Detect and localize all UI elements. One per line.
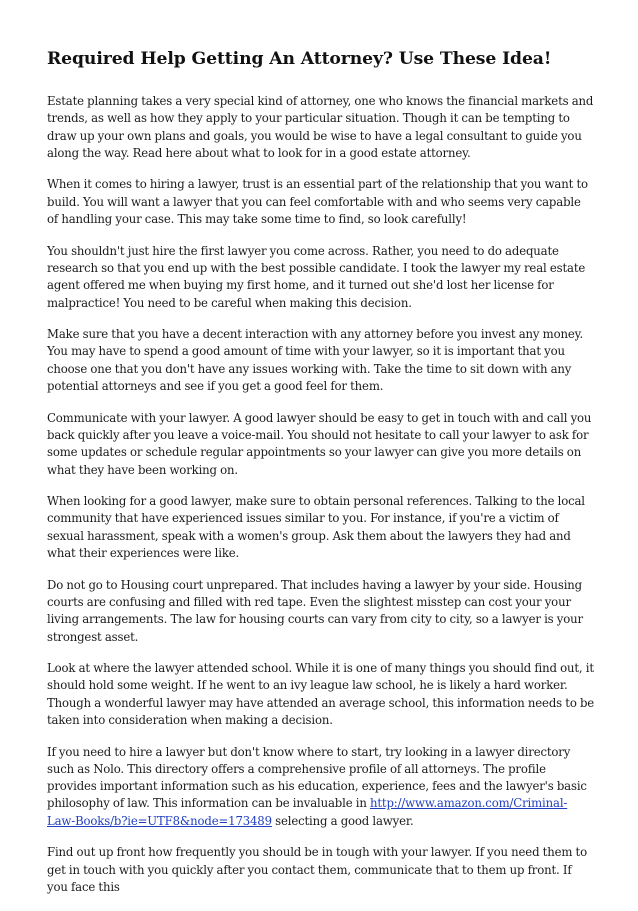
paragraph-interaction: Make sure that you have a decent interaction with any attorney before you invest any money. You may have to spend a good amount of time with your lawyer, so it is important that you choose one that you don't have any issues working with. Take the time to sit down with any potential attorneys and see if you get a good feel for them. xyxy=(47,327,584,394)
document-page xyxy=(47,48,595,911)
directory-text-after-link: selecting a good lawyer. xyxy=(271,813,414,828)
directory-text-before-link: If you need to hire a lawyer but don't know where to start, try looking in a lawyer directory such as Nolo. This directory offers a comprehensive profile of all attorneys. The profile provides important information such as his education, experience, fees and the lawyer's basic philosophy of law. This information can be invaluable in xyxy=(47,744,587,811)
paragraph-estate-planning: Estate planning takes a very special kind of attorney, one who knows the financial markets and trends, as well as how they apply to your particular situation. Though it can be tempting to draw up your own plans and goals, you would be wise to have a legal consultant to guide you along the way. Read here about what to look for in a good estate attorney. xyxy=(47,94,594,160)
document-title: Required Help Getting An Attorney? Use These Idea! xyxy=(47,49,552,69)
paragraph-trust: When it comes to hiring a lawyer, trust is an essential part of the relationship that you want to build. You will want a lawyer that you can feel comfortable with and who seems very capable of handling your case. This may take some time to find, so look carefully! xyxy=(47,177,588,227)
amazon-link[interactable]: http://www.amazon.com/Criminal-Law-Books/b?ie=UTF8&node=173489 xyxy=(47,796,568,828)
paragraph-research: You shouldn't just hire the first lawyer you come across. Rather, you need to do adequate research so that you end up with the best possible candidate. I took the lawyer my real estate agent offered me when buying my first home, and it turned out she'd lost her license for malpractice! You need to be careful when making this decision. xyxy=(47,243,586,310)
paragraph-school: Look at where the lawyer attended school. While it is one of many things you should find out, it should hold some weight. If he went to an ivy league law school, he is likely a hard worker. Though a wonderful lawyer may have attended an average school, this information needs to be taken into consideration when making a decision. xyxy=(47,661,595,727)
paragraph-contact-frequency: Find out up front how frequently you should be in tough with your lawyer. If you need them to get in touch with you quickly after you contact them, communicate that to them up front. If you face this xyxy=(47,845,587,894)
paragraph-communicate: Communicate with your lawyer. A good lawyer should be easy to get in touch with and call you back quickly after you leave a voice-mail. You should not hesitate to call your lawyer to ask for some updates or schedule regular appointments so your lawyer can give you more details on what they have been working on. xyxy=(47,410,592,477)
paragraph-housing-court: Do not go to Housing court unprepared. That includes having a lawyer by your side. Housing courts are confusing and filled with red tape. Even the slightest misstep can cost your your living arrangements. The law for housing courts can vary from city to city, so a lawyer is your strongest asset. xyxy=(47,577,583,644)
paragraph-directory xyxy=(47,744,595,830)
paragraph-references: When looking for a good lawyer, make sure to obtain personal references. Talking to the local community that have experienced issues similar to you. For instance, if you're a victim of sexual harassment, speak with a women's group. Ask them about the lawyers they had and what their experiences were like. xyxy=(47,494,585,561)
